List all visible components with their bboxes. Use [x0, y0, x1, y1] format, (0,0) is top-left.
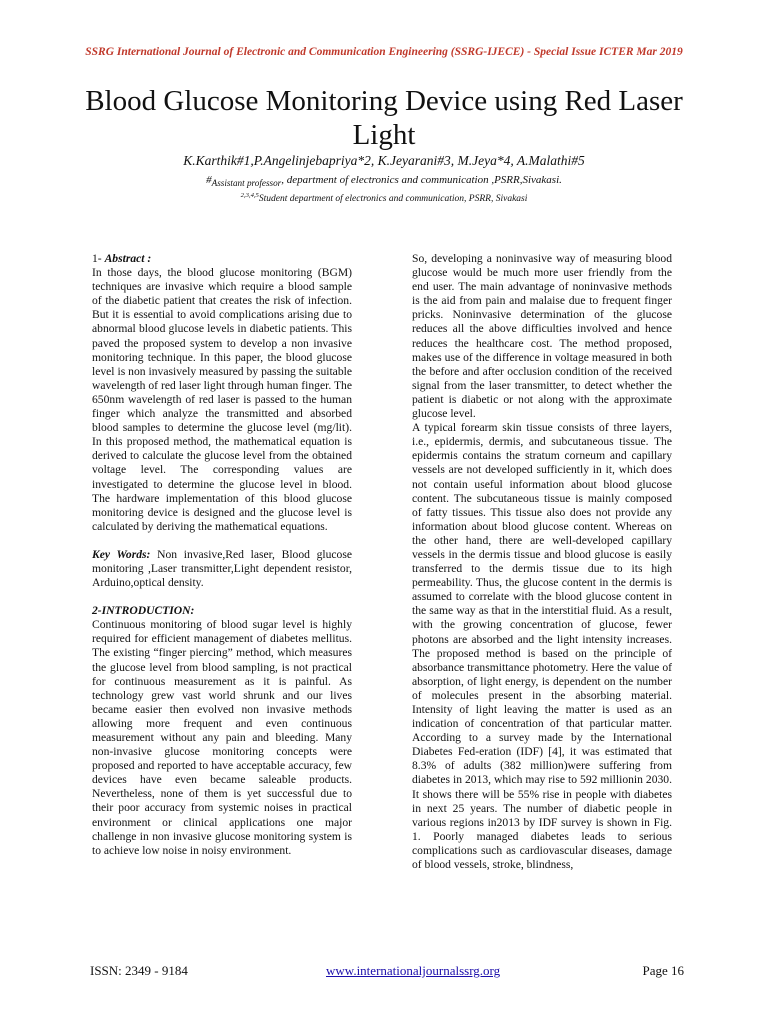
affiliation-role: Assistant professor — [211, 178, 282, 189]
affiliation-student — [0, 192, 768, 204]
paragraph: A typical forearm skin tissue consists of three layers, i.e., epidermis, dermis, and subcutaneous tissue. The epidermis contains the stratum corneum and capillary vessels are not developed sufficiently in it, which does not contain useful information about blood glucose content. The subcutaneous tissue is mainly composed of fatty tissues. This tissue also does not provide any information about blood glucose content. Whereas on the other hand, there are well-developed capillary vessels in the dermis tissue and blood glucose is easily transferred to the dermis tissue due to its high permeability. Thus, the glucose content in the dermis is assumed to correlate with the blood glucose content in the same way as that in the interstitial fluid. As a result, with the growing concentration of glucose, fewer photons are absorbed and the light intensity increases. The proposed method is based on the principle of absorbance transmittance photometry. Here the value of absorption, of light energy, is dependent on the number of molecules present in the absorbing material. Intensity of light leaving the matter is used as an indication of concentration of that particular matter. According to a survey made by the International Diabetes Fed-eration (IDF) [4], it was estimated that 8.3% of adults (382 million)were suffering from diabetes in 2013, which may rise to 592 millionin 2030. It shows there will be 55% rise in people with diabetes in next 25 years. The number of diabetic people in various regions in2013 by IDF survey is shown in Fig. 1. Poorly managed diabetes leads to serious complications such as cardiovascular diseases, damage of blood vessels, stroke, blindness, — [412, 421, 672, 872]
abstract-number: 1- — [92, 252, 105, 265]
paragraph: So, developing a noninvasive way of measuring blood glucose would be much more user friendly from the end user. The main advantage of noninvasive methods is the aid from pain and malaise due to frequent finger pricks. Noninvasive determination of the glucose reduces all the above difficulties involved and hence reduces the healthcare cost. The method proposed, makes use of the difference in voltage measured in both the before and after occlusion condition of the received signal from the laser transmitter, to detect whether the patient is diabetic or not along with the approximate glucose level. — [412, 252, 672, 421]
footer-website-link[interactable]: www.internationaljournalssrg.org — [326, 963, 501, 978]
keywords-text: Non invasive,Red laser, Blood glucose monitoring ,Laser transmitter,Light dependent resistor, Arduino,optical density. — [92, 547, 353, 590]
left-column — [92, 252, 352, 858]
footer-issn: ISSN: 2349 - 9184 — [90, 963, 188, 978]
affiliation-mark: # — [206, 174, 212, 186]
footer-page-number: Page 16 — [642, 963, 684, 978]
abstract-heading — [92, 252, 352, 266]
abstract-body: In those days, the blood glucose monitoring (BGM) techniques are invasive which require a blood sample of the diabetic patient that creates the risk of infection. But it is essential to avoid complications arising due to abnormal blood glucose levels in diabetic patients. This paved the proposed system to develop a non invasive monitoring technique. In this paper, the blood glucose level is non invasively measured by passing the suitable wavelength of red laser light through human finger. The 650nm wavelength of red laser is passed to the human finger which analyze the transmitted and absorbed blood samples to determine the glucose level (mg/lit). In this proposed method, the mathematical equation is derived to calculate the glucose level from the obtained voltage level. The corresponding values are investigated to determine the glucose level in blood. The hardware implementation of this blood glucose monitoring device is designed and the glucose level is calculated by deriving the mathematical equations. — [92, 266, 352, 533]
affiliation-text: department of electronics and communication, PSRR, Sivakasi — [287, 194, 528, 205]
authors-line: K.Karthik#1,P.Angelinjebapriya*2, K.Jeyarani#3, M.Jeya*4, A.Malathi#5 — [183, 153, 585, 168]
introduction-body: Continuous monitoring of blood sugar level is highly required for efficient management of diabetes mellitus. The existing “finger piercing” method, which measures the glucose level from blood sampling, is not practical for continuous measurement as it is painful. As technology grew vast world shrunk and our lives became easier then evolved non invasive methods allowing more frequent and even continuous measurement without any pain and bleeding. Many non-invasive glucose monitoring concepts were proposed and reported to have acceptable accuracy, few devices have even became saleable products. Nevertheless, none of them is yet successful due to their poor accuracy from systemic noises in practical environment or clinical applications one major challenge in non invasive glucose monitoring system is to achieve low noise in noisy environment. — [92, 618, 352, 857]
affiliation-assistant-professor — [0, 174, 768, 188]
keywords-heading: Key Words: — [92, 547, 151, 561]
keywords — [92, 548, 352, 590]
affiliation-mark: 2,3,4,5 — [240, 192, 259, 199]
paper-title: Blood Glucose Monitoring Device using Red Laser Light — [85, 85, 683, 151]
affiliation-role: Student — [258, 194, 288, 205]
journal-header: SSRG International Journal of Electronic and Communication Engineering (SSRG-IJECE) - Special Issue ICTER Mar 2019 — [85, 46, 683, 58]
introduction-heading: 2-INTRODUCTION: — [92, 604, 195, 618]
affiliation-text: , department of electronics and communication ,PSRR,Sivakasi. — [281, 174, 562, 186]
right-column — [412, 252, 672, 872]
page-footer — [90, 963, 684, 981]
abstract-heading-text: Abstract : — [104, 252, 152, 265]
